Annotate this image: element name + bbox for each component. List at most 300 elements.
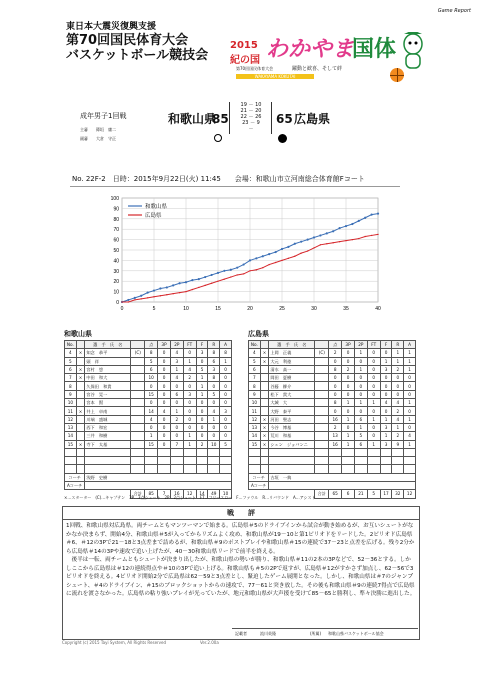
player-stat-cell: 5	[196, 365, 208, 373]
player-stat-cell: 4	[65, 349, 77, 357]
quarter-1-score: 19 － 10	[240, 102, 262, 108]
player-name: 大城 大	[269, 399, 315, 407]
total-stat-cell: 85	[145, 490, 158, 498]
y-tick-label: 50	[113, 248, 119, 254]
box-header-cell: 選 手 氏 名	[269, 341, 315, 349]
player-name: 今谷 博基	[269, 423, 315, 431]
player-stat-cell: 0	[220, 432, 232, 440]
player-stat-cell: 5	[220, 440, 232, 448]
series-point	[153, 289, 155, 291]
player-stat-cell: 0	[354, 382, 367, 390]
player-stat-cell: 2	[183, 374, 196, 382]
player-stat-cell: 1	[354, 399, 367, 407]
total-stat-cell: 12	[183, 490, 196, 498]
player-stat-cell: 1	[145, 432, 158, 440]
player-stat-cell: 0	[196, 357, 208, 365]
series-point	[198, 278, 200, 280]
player-name: 知念 恭平	[85, 349, 131, 357]
series-point	[320, 244, 321, 245]
series-point	[211, 274, 213, 276]
y-tick-label: 40	[113, 258, 119, 265]
series-point	[275, 262, 276, 263]
review-body: 1回戦、和歌山県対広島県。両チームともマンツーマンで始まる。広島県＃5のドライブインから試合が動き始めるが、お互いシュートがなかなか決まらず、開始4分、和歌山県＃5が入ってからリズムよく攻め、和歌山県が19－10と第1ピリオドをリードした。2ピリオド広島県＃6、＃12の3Pで21－18と3点差まで詰めるが、和歌山県＃9のポストプレイや和歌山県＃15の連続で37－23と点差を広げる。残り2分から広島県＃14の3Pや速攻で追い上げたが、40－30和歌山県リードで前半を終える。 後半は一転、両チームともシュートが決まり出したが、和歌山県の勢いが勝り、和歌山県＃11の2本の3Pなどで、52－36とする。しかしここから広島県は＃12の連続得点や＃10の3Pで追い上げる。和歌山県も＃5の2Pで返すが、広島県＃12がすかさず加点し、62－56で3ピリオドを終える。4ピリオド開始2分で広島県は62－59と3点差とし、緊迫したゲーム展開となった。しかし、和歌山県は＃7のジャンプシュート、＃4のドライブイン、＃15のブロックショットからの速攻で、77－61と突き放した。その後も和歌山県＃9の連続7得点で広島県に流れを渡さなかった。広島県の粘り強いプレイが光っていたが、地元和歌山県が大声援を受けて85－65と勝利し、準々決勝に進出した。	[66, 523, 416, 597]
player-stat-cell: 3	[196, 349, 208, 357]
player-stat-cell: 0	[380, 349, 392, 357]
player-stat-cell: ×	[260, 423, 269, 431]
box-header-cell: 選 手 氏 名	[85, 341, 131, 349]
total-stat-cell: 32	[392, 490, 404, 498]
player-row	[65, 349, 232, 357]
box-header-cell: FT	[183, 341, 196, 349]
player-stat-cell	[131, 415, 145, 423]
player-name: 宮谷 晃一	[85, 390, 131, 398]
series-point	[326, 232, 328, 234]
series-point	[371, 214, 373, 216]
player-stat-cell: 1	[404, 415, 416, 423]
player-stat-cell: 1	[183, 440, 196, 448]
player-name: 井上 卓南	[85, 407, 131, 415]
player-name: 寺下 太基	[85, 440, 131, 448]
assistant-coach-label: Aコーチ	[65, 482, 85, 490]
player-stat-cell: 1	[404, 357, 416, 365]
player-stat-cell	[315, 407, 329, 415]
player-stat-cell	[260, 390, 269, 398]
player-row	[249, 440, 416, 448]
series-point	[173, 293, 174, 294]
box-header-cell: A	[220, 341, 232, 349]
player-stat-cell: 0	[404, 423, 416, 431]
player-stat-cell: 1	[392, 423, 404, 431]
player-stat-cell: 1	[392, 349, 404, 357]
total-stat-cell: 6	[342, 490, 355, 498]
umpire-label: 副審	[80, 136, 88, 141]
player-stat-cell	[260, 407, 269, 415]
player-stat-cell: 8	[145, 349, 158, 357]
player-stat-cell: 15	[145, 440, 158, 448]
player-stat-cell: 1	[208, 415, 220, 423]
series-point	[255, 257, 257, 259]
player-stat-cell: 10	[249, 399, 261, 407]
player-stat-cell	[76, 399, 85, 407]
total-stat-cell: 12	[404, 490, 416, 498]
coach-label: コーチ	[65, 473, 85, 481]
player-row	[65, 357, 232, 365]
series-point	[364, 217, 366, 219]
player-row	[65, 365, 232, 373]
player-stat-cell: 14	[145, 407, 158, 415]
match-category: 成年男子1回戦	[80, 112, 127, 120]
series-point	[262, 255, 264, 257]
player-stat-cell: 15	[65, 440, 77, 448]
series-point	[179, 282, 181, 284]
player-stat-cell	[315, 382, 329, 390]
player-row	[65, 390, 232, 398]
player-stat-cell: 0	[392, 374, 404, 382]
player-stat-cell: 3	[380, 365, 392, 373]
event-subtitle: 東日本大震災復興支援	[66, 22, 157, 32]
player-stat-cell: 10	[208, 440, 220, 448]
player-stat-cell: 6	[354, 440, 367, 448]
player-row	[65, 440, 232, 448]
player-stat-cell: 10	[145, 374, 158, 382]
series-point	[211, 283, 212, 284]
player-stat-cell: 2	[392, 432, 404, 440]
series-point	[249, 259, 251, 261]
player-stat-cell	[315, 415, 329, 423]
player-stat-cell: 8	[329, 365, 342, 373]
box-header-cell: FT	[367, 341, 380, 349]
event-title: 第70回国民体育大会	[66, 33, 189, 48]
player-stat-cell: 13	[65, 423, 77, 431]
player-stat-cell: 0	[354, 407, 367, 415]
series-point	[281, 248, 283, 250]
team-a-box-score	[64, 340, 232, 499]
player-stat-cell: 0	[158, 415, 171, 423]
series-point	[160, 295, 161, 296]
player-stat-cell: 4	[392, 415, 404, 423]
box-header-cell: A	[404, 341, 416, 349]
player-stat-cell: 0	[220, 382, 232, 390]
recorder-name: 流川英隆	[260, 631, 276, 636]
player-stat-cell: 0	[158, 349, 171, 357]
team-a-score: 85	[212, 112, 229, 126]
player-stat-cell: 0	[208, 432, 220, 440]
player-stat-cell	[131, 365, 145, 373]
player-stat-cell: 0	[220, 399, 232, 407]
logo-year: 2015	[230, 40, 258, 51]
overtime-score: －	[248, 126, 254, 132]
player-stat-cell: 1	[342, 415, 355, 423]
player-row	[65, 423, 232, 431]
player-stat-cell: 14	[65, 432, 77, 440]
player-stat-cell: 1	[342, 432, 355, 440]
player-name: 宮村 悠	[85, 365, 131, 373]
series-point	[377, 234, 378, 235]
player-stat-cell: 0	[158, 390, 171, 398]
player-stat-cell: 0	[380, 374, 392, 382]
player-stat-cell: 0	[380, 407, 392, 415]
player-stat-cell: 2	[392, 407, 404, 415]
player-stat-cell: 13	[329, 432, 342, 440]
player-stat-cell: 6	[354, 415, 367, 423]
player-name: 谷藤 柳介	[269, 382, 315, 390]
player-stat-cell	[76, 415, 85, 423]
player-stat-cell: 0	[145, 382, 158, 390]
player-stat-cell: 0	[183, 423, 196, 431]
y-tick-label: 100	[110, 196, 119, 202]
player-stat-cell: 0	[183, 407, 196, 415]
player-stat-cell: 4	[145, 415, 158, 423]
x-tick-label: 30	[311, 306, 317, 312]
legend-label: 和歌山県	[145, 204, 168, 210]
player-stat-cell: 2	[170, 415, 183, 423]
player-stat-cell: 4	[208, 407, 220, 415]
player-stat-cell: (C)	[131, 349, 145, 357]
series-point	[127, 299, 129, 301]
series-point	[333, 242, 334, 243]
total-stat-cell: 49	[208, 490, 220, 498]
player-stat-cell: 0	[158, 423, 171, 431]
player-stat-cell: ×	[76, 440, 85, 448]
series-point	[198, 287, 199, 288]
player-row	[65, 407, 232, 415]
series-point	[345, 225, 347, 227]
player-stat-cell: 4	[170, 349, 183, 357]
player-stat-cell: 5	[249, 357, 261, 365]
match-info-line: No. 22F-2 日時：2015年9月22日(火) 11:45 会場：和歌山市立河南総合体育館Fコート	[72, 175, 365, 183]
coach-label: コーチ	[249, 473, 269, 481]
player-stat-cell: 12	[65, 415, 77, 423]
series-point	[172, 284, 174, 286]
player-name: 大野 泰平	[269, 407, 315, 415]
box-header-cell: 点	[329, 341, 342, 349]
player-row	[65, 382, 232, 390]
total-stat-cell: 17	[380, 490, 392, 498]
loser-mark-icon	[278, 134, 287, 143]
player-stat-cell: ×	[260, 349, 269, 357]
player-stat-cell: 2	[196, 440, 208, 448]
series-point	[313, 247, 314, 248]
player-name: 西下 和宏	[85, 423, 131, 431]
total-stat-cell: 16	[170, 490, 183, 498]
player-stat-cell: ×	[260, 440, 269, 448]
series-point	[205, 285, 206, 286]
x-tick-label: 10	[183, 306, 189, 312]
legend-label: 広島県	[145, 213, 162, 219]
player-stat-cell: 1	[404, 399, 416, 407]
assistant-coach-name	[269, 482, 416, 490]
quarter-3-score: 22 － 26	[240, 114, 262, 120]
series-point	[249, 270, 250, 271]
player-stat-cell: 0	[145, 423, 158, 431]
player-stat-cell: 3	[183, 390, 196, 398]
affiliation-label: (所属)	[310, 631, 322, 636]
player-stat-cell	[260, 399, 269, 407]
player-stat-cell: 1	[354, 423, 367, 431]
player-stat-cell	[315, 432, 329, 440]
player-stat-cell: ×	[260, 357, 269, 365]
player-stat-cell	[76, 382, 85, 390]
player-stat-cell: 0	[329, 374, 342, 382]
player-stat-cell: 13	[249, 423, 261, 431]
series-point	[204, 276, 206, 278]
player-stat-cell: 0	[367, 423, 380, 431]
series-point	[294, 256, 295, 257]
series-point	[230, 276, 231, 277]
player-stat-cell: 4	[170, 374, 183, 382]
x-tick-label: 15	[215, 306, 221, 312]
player-stat-cell	[260, 382, 269, 390]
box-header-cell: No.	[249, 341, 261, 349]
basketball-icon	[390, 68, 404, 82]
assistant-coach-name	[85, 482, 232, 490]
player-stat-cell: 0	[208, 399, 220, 407]
player-stat-cell: 0	[183, 399, 196, 407]
player-stat-cell: 0	[342, 349, 355, 357]
player-stat-cell: 0	[196, 432, 208, 440]
quarter-scores	[230, 102, 272, 132]
player-stat-cell: 8	[249, 382, 261, 390]
player-stat-cell	[131, 407, 145, 415]
player-stat-cell: 0	[404, 374, 416, 382]
box-header-cell: R	[208, 341, 220, 349]
player-stat-cell: 1	[404, 365, 416, 373]
series-point	[236, 267, 238, 269]
player-stat-cell: 2	[329, 349, 342, 357]
mascot-icon	[400, 32, 426, 72]
player-row	[249, 357, 416, 365]
player-stat-cell: 0	[196, 399, 208, 407]
player-stat-cell: 9	[65, 390, 77, 398]
player-stat-cell: 0	[183, 349, 196, 357]
player-stat-cell: 16	[329, 415, 342, 423]
player-stat-cell: 8	[208, 349, 220, 357]
player-stat-cell: 1	[196, 374, 208, 382]
player-stat-cell: 6	[145, 365, 158, 373]
box-header-cell: 3P	[342, 341, 355, 349]
box-header-cell: 2P	[170, 341, 183, 349]
player-stat-cell: 7	[249, 374, 261, 382]
player-stat-cell	[131, 432, 145, 440]
quarter-2-score: 21 － 20	[240, 108, 262, 114]
player-stat-cell: 0	[329, 357, 342, 365]
series-point	[185, 281, 187, 283]
affiliation-name: 和歌山県バスケットボール協会	[328, 631, 384, 636]
series-point	[288, 258, 289, 259]
player-stat-cell: 0	[404, 390, 416, 398]
series-point	[185, 291, 186, 292]
player-stat-cell: 0	[367, 374, 380, 382]
event-title-block	[66, 22, 231, 63]
series-point	[179, 292, 180, 293]
series-point	[140, 295, 142, 297]
player-stat-cell	[315, 440, 329, 448]
total-label: 合計	[131, 490, 145, 498]
player-stat-cell: 0	[196, 415, 208, 423]
player-row	[249, 382, 416, 390]
series-point	[128, 301, 129, 302]
total-stat-cell: 7	[158, 490, 171, 498]
y-tick-label: 30	[113, 268, 119, 275]
player-stat-cell	[315, 390, 329, 398]
player-stat-cell: ×	[76, 407, 85, 415]
player-stat-cell: 4	[158, 407, 171, 415]
player-stat-cell: 0	[354, 357, 367, 365]
player-stat-cell: 0	[380, 382, 392, 390]
series-point	[147, 292, 149, 294]
series-point	[339, 241, 340, 242]
series-point	[166, 286, 168, 288]
player-stat-cell: 14	[249, 432, 261, 440]
x-tick-label: 35	[343, 306, 349, 312]
series-point	[352, 239, 353, 240]
player-stat-cell	[76, 432, 85, 440]
player-stat-cell	[260, 365, 269, 373]
player-stat-cell: 4	[249, 349, 261, 357]
series-point	[301, 253, 302, 254]
total-stat-cell: 65	[329, 490, 342, 498]
player-name: 河田 聖志	[269, 415, 315, 423]
player-stat-cell: 1	[404, 349, 416, 357]
series-point	[230, 269, 232, 271]
team-a-name: 和歌山県	[168, 112, 217, 126]
player-stat-cell: 1	[380, 357, 392, 365]
player-stat-cell: 0	[367, 349, 380, 357]
player-stat-cell: 0	[158, 432, 171, 440]
player-stat-cell	[131, 382, 145, 390]
series-point	[243, 263, 245, 265]
player-stat-cell: 0	[170, 399, 183, 407]
player-stat-cell	[315, 357, 329, 365]
player-stat-cell: 10	[65, 399, 77, 407]
player-stat-cell: 1	[183, 357, 196, 365]
series-point	[121, 301, 122, 302]
player-stat-cell: 0	[367, 365, 380, 373]
series-point	[313, 236, 315, 238]
player-stat-cell: 0	[158, 365, 171, 373]
x-tick-label: 0	[120, 306, 124, 312]
logo-prefix: 紀の国	[230, 55, 260, 66]
player-name: 荒川 和基	[269, 432, 315, 440]
y-tick-label: 90	[113, 206, 119, 213]
box-header-cell: F	[380, 341, 392, 349]
player-stat-cell: 0	[329, 382, 342, 390]
player-name: 松下 貴大	[269, 390, 315, 398]
y-tick-label: 20	[113, 279, 119, 286]
team-b-box-score	[248, 340, 416, 499]
player-stat-cell: 15	[249, 440, 261, 448]
player-stat-cell: 0	[380, 390, 392, 398]
team-a-box-title: 和歌山県	[64, 330, 92, 338]
player-name: 清水 高一	[269, 365, 315, 373]
player-stat-cell: 1	[196, 382, 208, 390]
player-stat-cell: 0	[170, 432, 183, 440]
series-point	[326, 243, 327, 244]
player-stat-cell: 0	[342, 423, 355, 431]
series-point	[237, 274, 238, 275]
series-point	[345, 240, 346, 241]
player-name: 宮本 賢	[85, 399, 131, 407]
series-point	[269, 264, 270, 265]
player-stat-cell: 3	[380, 423, 392, 431]
player-stat-cell: 8	[220, 349, 232, 357]
series-point	[223, 270, 225, 272]
player-stat-cell: 0	[196, 407, 208, 415]
player-stat-cell: 12	[249, 415, 261, 423]
player-row	[249, 390, 416, 398]
player-stat-cell: 0	[158, 374, 171, 382]
player-name: 中田 和大	[85, 374, 131, 382]
player-stat-cell	[315, 365, 329, 373]
player-row	[249, 365, 416, 373]
box-header-cell: 2P	[354, 341, 367, 349]
player-stat-cell: 1	[367, 415, 380, 423]
player-stat-cell: 2	[342, 365, 355, 373]
series-point	[147, 297, 148, 298]
player-stat-cell: 7	[65, 374, 77, 382]
y-tick-label: 10	[113, 289, 119, 296]
player-stat-cell: 0	[367, 382, 380, 390]
player-stat-cell: ×	[76, 374, 85, 382]
player-stat-cell: 0	[367, 390, 380, 398]
logo-wakayama: わかやま	[266, 37, 355, 62]
player-stat-cell: 1	[183, 432, 196, 440]
player-stat-cell: 6	[170, 390, 183, 398]
series-point	[377, 213, 379, 215]
x-tick-label: 20	[247, 306, 253, 312]
box-header-cell	[260, 341, 269, 349]
referee-name: 篠垣 庸二	[96, 127, 116, 132]
